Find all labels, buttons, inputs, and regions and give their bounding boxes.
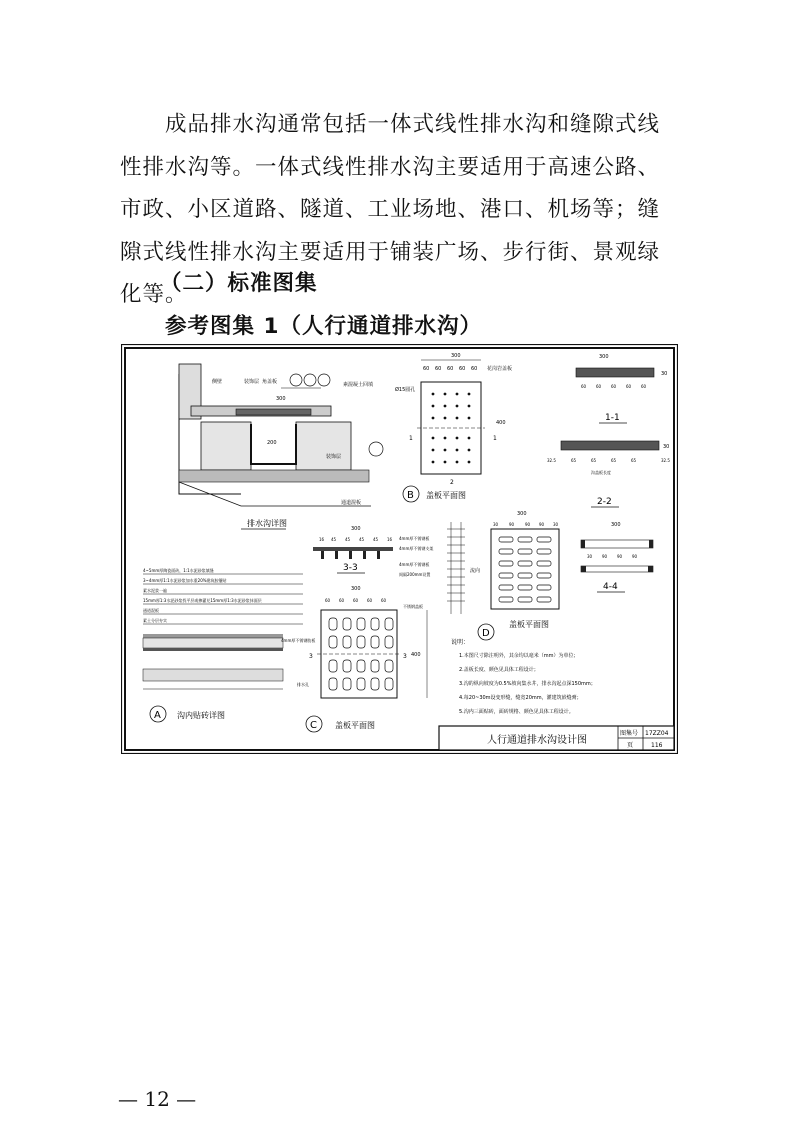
s11-dim-60-a: 60	[581, 384, 587, 389]
layer-3: 素水泥浆一遍	[143, 588, 167, 593]
b-sec-1r: 1	[493, 435, 497, 442]
b-dim-300: 300	[451, 353, 461, 359]
c-dim-300: 300	[351, 586, 361, 592]
s11-title: 1-1	[605, 413, 620, 423]
s33-dim-45-a: 45	[331, 537, 337, 542]
s22-dim-65-a: 65	[571, 458, 577, 463]
d-dim-90-c: 90	[539, 522, 545, 527]
s22-dim-325-r: 32.5	[661, 458, 670, 463]
s11-dim-60-c: 60	[611, 384, 617, 389]
paragraph-text: 成品排水沟通常包括一体式线性排水沟和缝隙式线性排水沟等。一体式线性排水沟主要适用于高速公路、市政、小区道路、隧道、工业场地、港口、机场等；缝隙式线性排水沟主要适用于铺装广场、步行街、景观绿化等。	[120, 112, 661, 307]
d-dim-300: 300	[517, 511, 527, 517]
page-number: — 12 —	[118, 1087, 197, 1111]
c-dim-60-b: 60	[339, 598, 345, 603]
b-dim-60-c: 60	[447, 366, 454, 372]
c-dim-60-a: 60	[325, 598, 331, 603]
page-label: 页	[627, 742, 634, 749]
s44-dim-90-a: 90	[602, 554, 608, 559]
s33-ss1: 4mm厚不锈钢板	[399, 536, 430, 541]
b-cover: 花岗岩盖板	[487, 366, 513, 372]
note-4: 4.每20~30m设变形缝，缝宽20mm，灌建筑嵌缝膏；	[459, 695, 582, 701]
d-dim-30-b: 30	[553, 522, 559, 527]
d-dim-90-b: 90	[525, 522, 531, 527]
s33-ss3: 4mm厚不锈钢板	[399, 562, 430, 567]
c-dim-60-e: 60	[381, 598, 387, 603]
s22-title: 2-2	[597, 497, 612, 507]
c-dim-60-c: 60	[353, 598, 359, 603]
marker-a: A	[154, 710, 161, 721]
notes-title: 说明：	[451, 639, 470, 646]
c-ssplate: 不锈钢盖板	[403, 604, 423, 609]
marker-b: B	[407, 490, 414, 501]
drawing-title: 人行通道排水沟设计图	[487, 735, 587, 746]
s44-title: 4-4	[603, 582, 618, 592]
b-sec-2: 2	[450, 479, 454, 486]
note-5: 5.沟内三面贴砖，面砖规格、颜色见具体工程设计。	[459, 709, 574, 715]
atlas-no: 17ZZ04	[645, 730, 669, 737]
s11-dim-300: 300	[599, 354, 609, 360]
s22-length: 沟盖板长度	[591, 470, 611, 475]
layer-4: 15mm厚1:3水泥砂浆找平层或掺灌兑15mm厚1:3水泥砂浆抹面层	[143, 598, 262, 603]
s33-title: 3-3	[343, 563, 358, 573]
b-dim-60-d: 60	[459, 366, 466, 372]
layer-2: 3~4mm厚1:1水泥砂浆加水重20%建筑胶镶贴	[143, 578, 227, 583]
b-dim-60-b: 60	[435, 366, 442, 372]
engineering-drawing	[121, 344, 678, 754]
b-title: 盖板平面图	[426, 491, 466, 500]
b-sec-1: 1	[409, 435, 413, 442]
grate-dir: 流向	[470, 568, 481, 574]
c-dim-60-d: 60	[367, 598, 373, 603]
s22-dim-65-d: 65	[631, 458, 637, 463]
layer-1: 4~5mm厚陶瓷面砖，1:1水泥砂浆填缝	[143, 568, 214, 573]
b-hole: Ø15圆孔	[395, 387, 416, 393]
s11-dim-60-b: 60	[596, 384, 602, 389]
s33-dim-45-c: 45	[359, 537, 365, 542]
note-3: 3.沟的纵向坡度为0.5%坡向集水井，排水沟起点深150mm；	[459, 681, 596, 687]
b-dim-60-a: 60	[423, 366, 430, 372]
atlas-label: 图集号	[620, 730, 639, 737]
c-ssrib: 4mm厚不锈钢肋板	[281, 638, 316, 643]
c-sec-3: 3	[309, 653, 313, 660]
s33-dim-300: 300	[351, 526, 361, 532]
s44-dim-90-c: 90	[632, 554, 638, 559]
cap-2: 装饰层	[244, 379, 260, 385]
section-heading: （二）标准图集	[160, 271, 318, 296]
c-sec-3r: 3	[403, 653, 407, 660]
b-dim-400: 400	[496, 420, 506, 426]
marker-d: D	[482, 628, 490, 639]
title-block	[439, 726, 674, 750]
cap-5: 装饰层	[326, 454, 342, 460]
page-no: 116	[651, 742, 663, 749]
cap-4: 素混凝土回填	[343, 382, 374, 388]
s33-dim-45-d: 45	[373, 537, 379, 542]
s22-dim-325: 32.5	[547, 458, 556, 463]
s44-dim-90-b: 90	[617, 554, 623, 559]
s33-ss2: 4mm厚不锈钢支架	[399, 546, 434, 551]
c-title: 盖板平面图	[335, 721, 375, 730]
s33-dim-16-r: 16	[387, 537, 393, 542]
s33-dim-16: 16	[319, 537, 325, 542]
c-dim-400: 400	[411, 652, 421, 658]
s33-spacing: 间隔200mm设置	[399, 572, 431, 577]
b-dim-60-e: 60	[471, 366, 478, 372]
cap-6: 通道混板	[341, 500, 362, 506]
layer-5: 通道混板	[143, 608, 159, 613]
figure-heading: 参考图集 1（人行通道排水沟）	[165, 314, 482, 339]
marker-c: C	[310, 720, 317, 731]
note-1: 1.本图尺寸除注明外，其余均以毫米（mm）为单位；	[459, 653, 579, 659]
cap-3: 角盖板	[262, 379, 278, 385]
d-dim-30-a: 30	[493, 522, 499, 527]
s44-dim-30-a: 30	[587, 554, 593, 559]
drawing-svg	[121, 344, 678, 754]
d-dim-90-a: 90	[509, 522, 515, 527]
s33-dim-45-b: 45	[345, 537, 351, 542]
c-drain: 排水孔	[297, 682, 309, 687]
a-title: 沟内贴砖详图	[177, 711, 225, 720]
d-title: 盖板平面图	[509, 620, 549, 629]
detail-dim-300: 300	[276, 396, 286, 402]
note-2: 2.盖板长度、颜色见具体工程设计；	[459, 667, 539, 673]
cap-1: 侧壁	[212, 379, 223, 385]
layer-6: 素土分层夯实	[143, 618, 167, 623]
s11-dim-60-e: 60	[641, 384, 647, 389]
s22-dim-65-c: 65	[611, 458, 617, 463]
detail-dim-200: 200	[267, 440, 277, 446]
s22-dim-30: 30	[663, 444, 670, 450]
s22-dim-65-b: 65	[591, 458, 597, 463]
s11-dim-60-d: 60	[626, 384, 632, 389]
s44-dim-300: 300	[611, 522, 621, 528]
detail-title: 排水沟详图	[247, 519, 287, 528]
s11-dim-30: 30	[661, 371, 668, 377]
